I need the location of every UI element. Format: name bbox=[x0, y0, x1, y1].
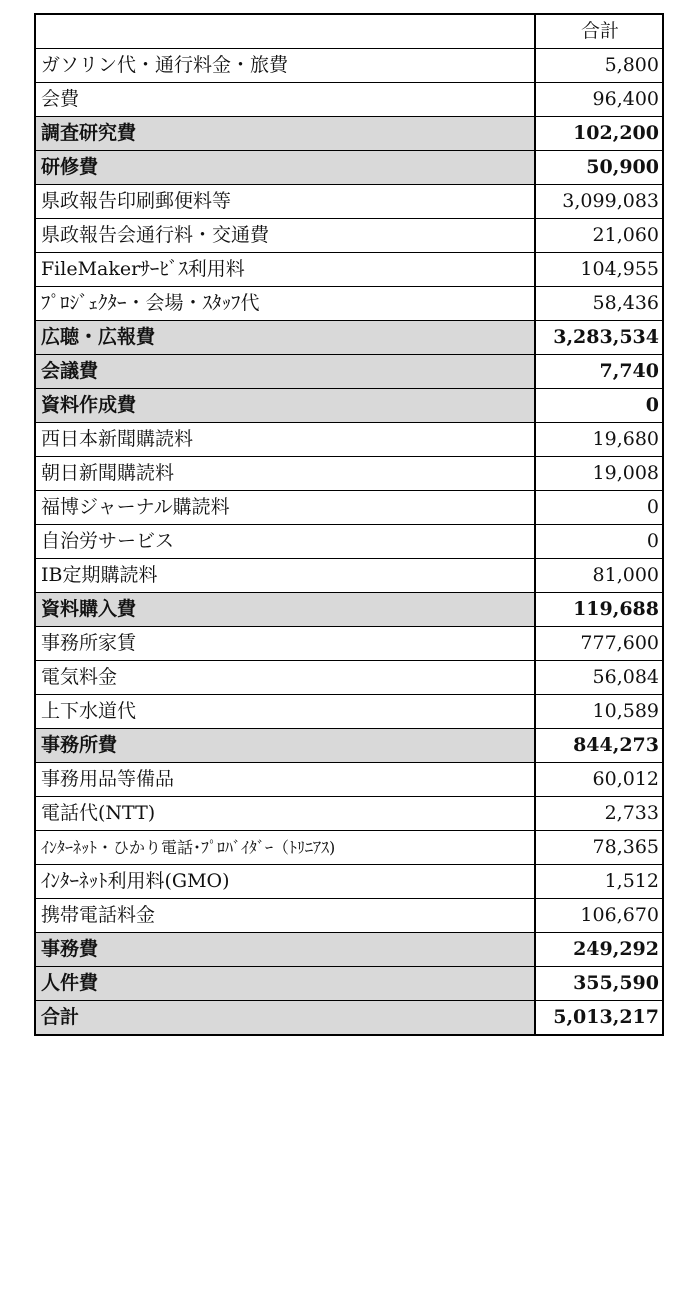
table-row bbox=[35, 457, 663, 491]
table-row bbox=[35, 287, 663, 321]
table-row bbox=[35, 695, 663, 729]
table-row bbox=[35, 49, 663, 83]
row-amount: 119,688 bbox=[535, 593, 663, 627]
table-row bbox=[35, 661, 663, 695]
subtotal-row bbox=[35, 967, 663, 1001]
row-amount: 0 bbox=[535, 491, 663, 525]
row-amount: 81,000 bbox=[535, 559, 663, 593]
row-amount: 0 bbox=[535, 525, 663, 559]
table-row bbox=[35, 253, 663, 287]
row-label: 事務所費 bbox=[35, 729, 535, 763]
expense-table bbox=[34, 13, 664, 1036]
table-row bbox=[35, 525, 663, 559]
subtotal-row bbox=[35, 729, 663, 763]
subtotal-row bbox=[35, 1001, 663, 1036]
table-row bbox=[35, 491, 663, 525]
header-row bbox=[35, 14, 663, 49]
subtotal-row bbox=[35, 321, 663, 355]
row-label: 広聴・広報費 bbox=[35, 321, 535, 355]
row-amount: 3,283,534 bbox=[535, 321, 663, 355]
row-label: 上下水道代 bbox=[35, 695, 535, 729]
row-amount: 0 bbox=[535, 389, 663, 423]
row-amount: 777,600 bbox=[535, 627, 663, 661]
row-label: 調査研究費 bbox=[35, 117, 535, 151]
row-label: 人件費 bbox=[35, 967, 535, 1001]
row-amount: 19,680 bbox=[535, 423, 663, 457]
row-label: 電話代(NTT) bbox=[35, 797, 535, 831]
table-row bbox=[35, 899, 663, 933]
row-label: 自治労サービス bbox=[35, 525, 535, 559]
table-row bbox=[35, 831, 663, 865]
row-label: IB定期購読料 bbox=[35, 559, 535, 593]
row-amount: 19,008 bbox=[535, 457, 663, 491]
row-amount: 78,365 bbox=[535, 831, 663, 865]
row-amount: 5,013,217 bbox=[535, 1001, 663, 1036]
subtotal-row bbox=[35, 117, 663, 151]
subtotal-row bbox=[35, 389, 663, 423]
subtotal-row bbox=[35, 933, 663, 967]
row-amount: 96,400 bbox=[535, 83, 663, 117]
expense-table-body bbox=[35, 14, 663, 1035]
subtotal-row bbox=[35, 593, 663, 627]
table-row bbox=[35, 865, 663, 899]
row-label: 福博ジャーナル購読料 bbox=[35, 491, 535, 525]
row-amount: 844,273 bbox=[535, 729, 663, 763]
row-label: 資料作成費 bbox=[35, 389, 535, 423]
table-row bbox=[35, 185, 663, 219]
row-label: 県政報告会通行料・交通費 bbox=[35, 219, 535, 253]
row-label: 会費 bbox=[35, 83, 535, 117]
table-row bbox=[35, 559, 663, 593]
row-label: 会議費 bbox=[35, 355, 535, 389]
row-label: 電気料金 bbox=[35, 661, 535, 695]
table-row bbox=[35, 627, 663, 661]
subtotal-row bbox=[35, 151, 663, 185]
row-amount: 102,200 bbox=[535, 117, 663, 151]
row-amount: 58,436 bbox=[535, 287, 663, 321]
row-label: ｲﾝﾀｰﾈｯﾄ利用料(GMO) bbox=[35, 865, 535, 899]
row-amount: 50,900 bbox=[535, 151, 663, 185]
row-label: 県政報告印刷郵便料等 bbox=[35, 185, 535, 219]
table-row bbox=[35, 797, 663, 831]
row-amount: 7,740 bbox=[535, 355, 663, 389]
row-amount: 60,012 bbox=[535, 763, 663, 797]
row-label: ガソリン代・通行料金・旅費 bbox=[35, 49, 535, 83]
row-label: 西日本新聞購読料 bbox=[35, 423, 535, 457]
table-row bbox=[35, 423, 663, 457]
row-label: 資料購入費 bbox=[35, 593, 535, 627]
row-label: ｲﾝﾀｰﾈｯﾄ・ひかり電話･ﾌﾟﾛﾊﾞｲﾀﾞｰ（ﾄﾘﾆｱｽ) bbox=[35, 831, 535, 865]
header-label-cell bbox=[35, 14, 535, 49]
row-amount: 3,099,083 bbox=[535, 185, 663, 219]
row-amount: 21,060 bbox=[535, 219, 663, 253]
row-amount: 1,512 bbox=[535, 865, 663, 899]
table-row bbox=[35, 763, 663, 797]
row-label: 事務費 bbox=[35, 933, 535, 967]
row-amount: 355,590 bbox=[535, 967, 663, 1001]
subtotal-row bbox=[35, 355, 663, 389]
row-amount: 104,955 bbox=[535, 253, 663, 287]
row-amount: 10,589 bbox=[535, 695, 663, 729]
row-label: 研修費 bbox=[35, 151, 535, 185]
row-label: 朝日新聞購読料 bbox=[35, 457, 535, 491]
row-label: 事務用品等備品 bbox=[35, 763, 535, 797]
row-label: FileMakerｻｰﾋﾞｽ利用料 bbox=[35, 253, 535, 287]
row-amount: 106,670 bbox=[535, 899, 663, 933]
row-amount: 2,733 bbox=[535, 797, 663, 831]
header-total-cell: 合計 bbox=[535, 14, 663, 49]
row-label: 事務所家賃 bbox=[35, 627, 535, 661]
row-label: 合計 bbox=[35, 1001, 535, 1036]
row-label: ﾌﾟﾛｼﾞｪｸﾀｰ・会場・ｽﾀｯﾌ代 bbox=[35, 287, 535, 321]
row-amount: 249,292 bbox=[535, 933, 663, 967]
row-label: 携帯電話料金 bbox=[35, 899, 535, 933]
row-amount: 5,800 bbox=[535, 49, 663, 83]
table-row bbox=[35, 83, 663, 117]
row-amount: 56,084 bbox=[535, 661, 663, 695]
table-row bbox=[35, 219, 663, 253]
